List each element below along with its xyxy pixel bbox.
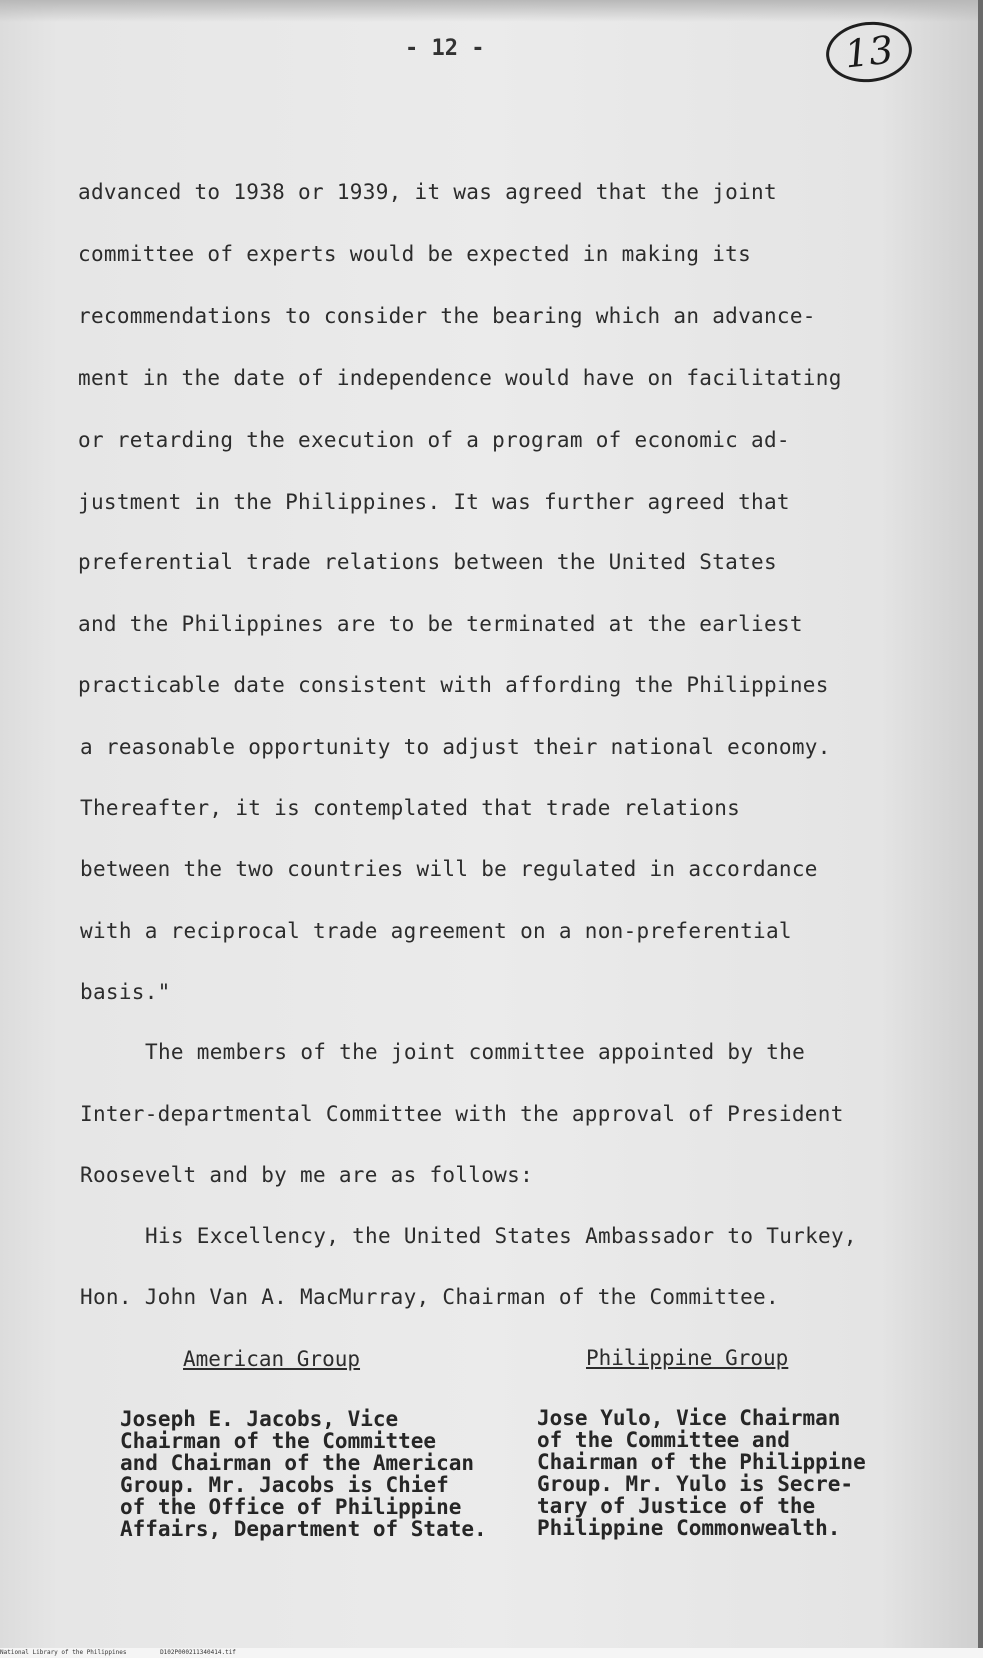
american-group-line: of the Office of Philippine	[120, 1495, 462, 1519]
american-group-members	[120, 1408, 487, 1540]
body-line: recommendations to consider the bearing which an advance-	[78, 304, 816, 328]
body-line: between the two countries will be regulated in accordance	[80, 857, 818, 881]
footer-source: National Library of the Philippines	[0, 1649, 127, 1656]
body-line: basis."	[80, 980, 171, 1004]
body-line: with a reciprocal trade agreement on a non-preferential	[80, 919, 792, 943]
philippine-group-line: of the Committee and	[537, 1428, 790, 1452]
body-line: practicable date consistent with affording the Philippines	[78, 673, 829, 697]
philippine-group-line: Group. Mr. Yulo is Secre-	[537, 1472, 854, 1496]
body-line: and the Philippines are to be terminated at the earliest	[78, 612, 803, 636]
american-group-line: and Chairman of the American	[120, 1451, 475, 1475]
body-line: Roosevelt and by me are as follows:	[80, 1163, 534, 1187]
body-line: Inter-departmental Committee with the approval of President	[80, 1102, 844, 1126]
philippine-group-heading: Philippine Group	[586, 1346, 789, 1370]
body-line: His Excellency, the United States Ambassador to Turkey,	[145, 1224, 857, 1248]
american-group-line: Affairs, Department of State.	[120, 1517, 487, 1541]
philippine-group-line: tary of Justice of the	[537, 1494, 816, 1518]
philippine-group-line: Chairman of the Philippine	[537, 1450, 866, 1474]
body-line: ment in the date of independence would have on facilitating	[78, 366, 842, 390]
footer-filename: D102P000211340414.tif	[160, 1649, 236, 1656]
body-line: preferential trade relations between the United States	[78, 550, 777, 574]
philippine-group-line: Philippine Commonwealth.	[537, 1516, 841, 1540]
body-line: Hon. John Van A. MacMurray, Chairman of the Committee.	[80, 1285, 779, 1309]
body-line: Thereafter, it is contemplated that trade relations	[80, 796, 741, 820]
philippine-group-line: Jose Yulo, Vice Chairman	[537, 1406, 841, 1430]
page-number: - 12 -	[405, 36, 485, 61]
american-group-line: Chairman of the Committee	[120, 1429, 437, 1453]
body-line: advanced to 1938 or 1939, it was agreed that the joint	[78, 180, 777, 204]
american-group-line: Group. Mr. Jacobs is Chief	[120, 1473, 449, 1497]
american-group-line: Joseph E. Jacobs, Vice	[120, 1407, 399, 1431]
body-line: or retarding the execution of a program of economic ad-	[78, 428, 790, 452]
handwritten-page-number: 13	[823, 18, 915, 87]
body-line: The members of the joint committee appointed by the	[145, 1040, 806, 1064]
philippine-group-members	[537, 1407, 866, 1539]
body-line: justment in the Philippines. It was further agreed that	[78, 490, 790, 514]
body-line: a reasonable opportunity to adjust their national economy.	[80, 735, 831, 759]
body-line: committee of experts would be expected in making its	[78, 242, 752, 266]
american-group-heading: American Group	[183, 1347, 361, 1371]
scan-footer	[0, 1648, 983, 1658]
